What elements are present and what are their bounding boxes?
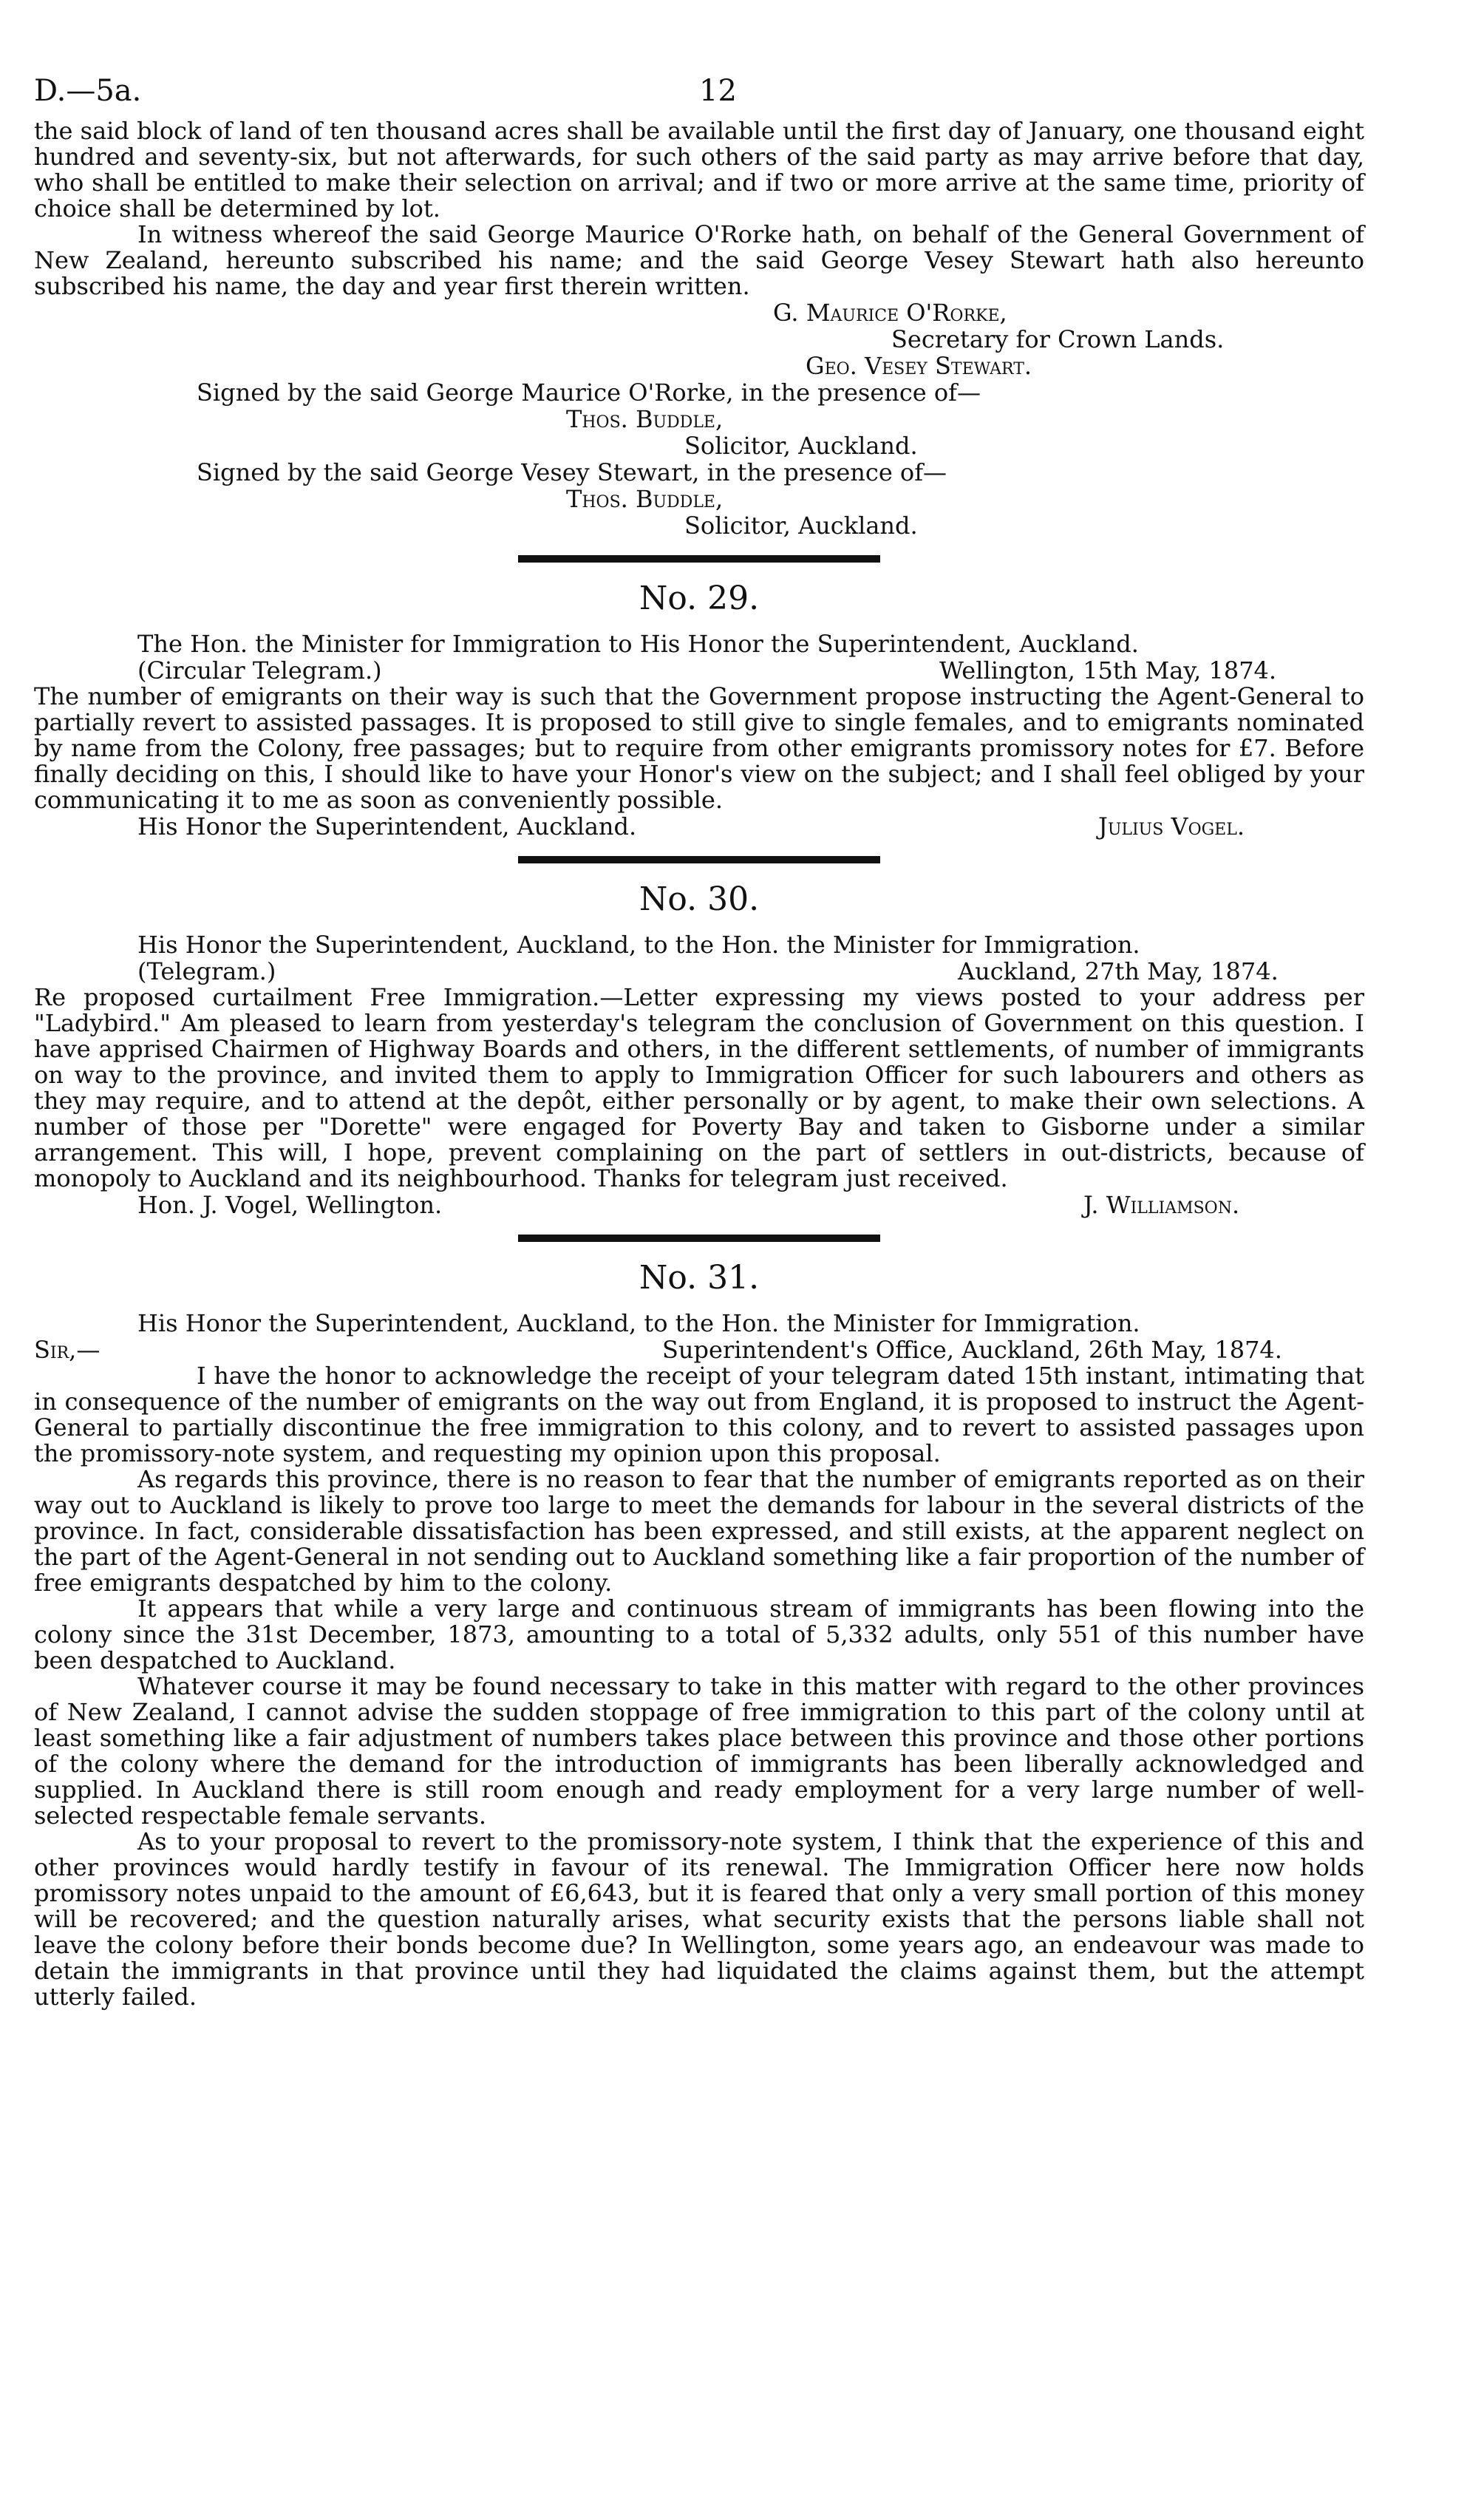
recipient: His Honor the Superintendent, Auckland. xyxy=(137,812,637,841)
signatory-name-1: G. Maurice O'Rorke, xyxy=(773,299,1007,327)
signatory-title-1: Secretary for Crown Lands. xyxy=(891,325,1225,353)
signature: Julius Vogel. xyxy=(1098,812,1245,841)
section-no-31 xyxy=(34,1260,1364,2010)
recipient-signature-row xyxy=(34,1192,1364,1218)
signature: J. Williamson. xyxy=(1083,1191,1240,1219)
letter-paragraph: Whatever course it may be found necessary to take in this matter with regard to the other provinces of New Zealand, I cannot advise the sudden stoppage of free immigration to this part of the colony until at least something like a fair adjustment of numbers takes place between this province and those other portions of the colony where the demand for the introduction of immigrants has been liberally acknowledged and supplied. In Auckland there is still room enough and ready employment for a very large number of well-selected respectable female servants. xyxy=(34,1672,1364,1830)
place-date: Superintendent's Office, Auckland, 26th May, 1874. xyxy=(662,1336,1282,1364)
telegram-body: The number of emigrants on their way is such that the Government propose instructing the Agent-General to partially revert to assisted passages. It is proposed to still give to single females, and to emigrants nominated by name from the Colony, free passages; but to require from other emigrants promissory notes for £7. Before finally deciding on this, I should like to have your Honor's view on the subject; and I shall feel obliged by your communicating it to me as soon as conveniently possible. xyxy=(34,682,1364,814)
telegram-body: Re proposed curtailment Free Immigration.—Letter expressing my views posted to your address per "Ladybird." Am pleased to learn from yesterday's telegram the conclusion of Government on this question. I have apprised Chairmen of Highway Boards and others, in the different settlements, of number of immigrants on way to the province, and invited them to apply to Immigration Officer for such labourers and others as they may require, and to attend at the depôt, either personally or by agent, to make their own selections. A number of those per "Dorette" were engaged for Poverty Bay and taken to Gisborne under a similar arrangement. This will, I hope, prevent complaining on the part of settlers in out-districts, because of monopoly to Auckland and its neighbourhood. Thanks for telegram just received. xyxy=(34,983,1364,1192)
page-header xyxy=(34,74,1364,118)
letter-meta-row xyxy=(34,1337,1364,1363)
section-divider xyxy=(518,856,880,863)
telegram-type: (Telegram.) xyxy=(137,957,276,985)
witness-title-2: Solicitor, Auckland. xyxy=(684,512,918,540)
letter-paragraph: As to your proposal to revert to the promissory-note system, I think that the experience of this and other provinces would hardly testify in favour of its renewal. The Immigration Officer here now holds promissory notes unpaid to the amount of £6,643, but it is feared that only a very small portion of this money will be recovered; and the question naturally arises, what security exists that the persons liable shall not leave the colony before their bonds become due? In Wellington, some years ago, an endeavour was made to detain the immigrants in that province until they had liquidated the claims against them, but the attempt utterly failed. xyxy=(34,1827,1364,2011)
telegram-meta-row xyxy=(34,657,1364,684)
document-page xyxy=(34,74,1364,2010)
witness-name-1: Thos. Buddle, xyxy=(566,405,724,433)
witness-line-1: Signed by the said George Maurice O'Rorke, in the presence of— xyxy=(197,378,981,407)
section-address: The Hon. the Minister for Immigration to His Honor the Superintendent, Auckland. xyxy=(137,630,1139,658)
recipient-signature-row xyxy=(34,813,1364,840)
intro-paragraph-1: the said block of land of ten thousand acres shall be available until the first day of January, one thousand eight hundred and seventy-six, but not afterwards, for such others of the said party as may arrive before that day, who shall be entitled to make their selection on arrival; and if two or more arrive at the same time, priority of choice shall be determined by lot. xyxy=(34,117,1364,223)
section-address: His Honor the Superintendent, Auckland, to the Hon. the Minister for Immigration. xyxy=(137,1309,1140,1337)
witness-title-1: Solicitor, Auckland. xyxy=(684,432,918,460)
letter-paragraph: I have the honor to acknowledge the receipt of your telegram dated 15th instant, intimating that in consequence of the number of emigrants on the way out from England, it is proposed to instruct the Agent-General to partially discontinue the free immigration to this colony, and to revert to assisted passages upon the promissory-note system, and requesting my opinion upon this proposal. xyxy=(34,1362,1364,1467)
telegram-meta-row xyxy=(34,958,1364,985)
signature-block xyxy=(34,299,1364,539)
telegram-type: (Circular Telegram.) xyxy=(137,656,382,685)
section-number: No. 31. xyxy=(639,1259,760,1297)
witness-line-2: Signed by the said George Vesey Stewart, in the presence of— xyxy=(197,458,947,486)
place-date: Auckland, 27th May, 1874. xyxy=(958,957,1279,985)
letter-paragraph: As regards this province, there is no reason to fear that the number of emigrants reported as on their way out to Auckland is likely to prove too large to meet the demands for labour in the several districts of the province. In fact, considerable dissatisfaction has been expressed, and still exists, at the apparent neglect on the part of the Agent-General in not sending out to Auckland something like a fair proportion of the number of free emigrants despatched by him to the colony. xyxy=(34,1465,1364,1597)
page-number: 12 xyxy=(699,74,737,108)
place-date: Wellington, 15th May, 1874. xyxy=(939,656,1277,685)
recipient: Hon. J. Vogel, Wellington. xyxy=(137,1191,443,1219)
section-no-29 xyxy=(34,580,1364,840)
section-divider xyxy=(518,555,880,563)
signatory-name-2: Geo. Vesey Stewart. xyxy=(806,352,1032,380)
witness-name-2: Thos. Buddle, xyxy=(566,485,724,513)
section-address: His Honor the Superintendent, Auckland, to the Hon. the Minister for Immigration. xyxy=(137,931,1140,959)
section-divider xyxy=(518,1235,880,1242)
salutation: Sir,— xyxy=(34,1336,101,1364)
section-number: No. 30. xyxy=(639,880,760,918)
section-number: No. 29. xyxy=(639,580,760,617)
document-reference: D.—5a. xyxy=(34,74,142,108)
section-no-30 xyxy=(34,881,1364,1218)
intro-paragraph-2: In witness whereof the said George Maurice O'Rorke hath, on behalf of the General Government of New Zealand, hereunto subscribed his name; and the said George Vesey Stewart hath also hereunto subscribed his name, the day and year first therein written. xyxy=(34,220,1364,300)
letter-paragraph: It appears that while a very large and continuous stream of immigrants has been flowing into the colony since the 31st December, 1873, amounting to a total of 5,332 adults, only 551 of this number have been despatched to Auckland. xyxy=(34,1595,1364,1674)
